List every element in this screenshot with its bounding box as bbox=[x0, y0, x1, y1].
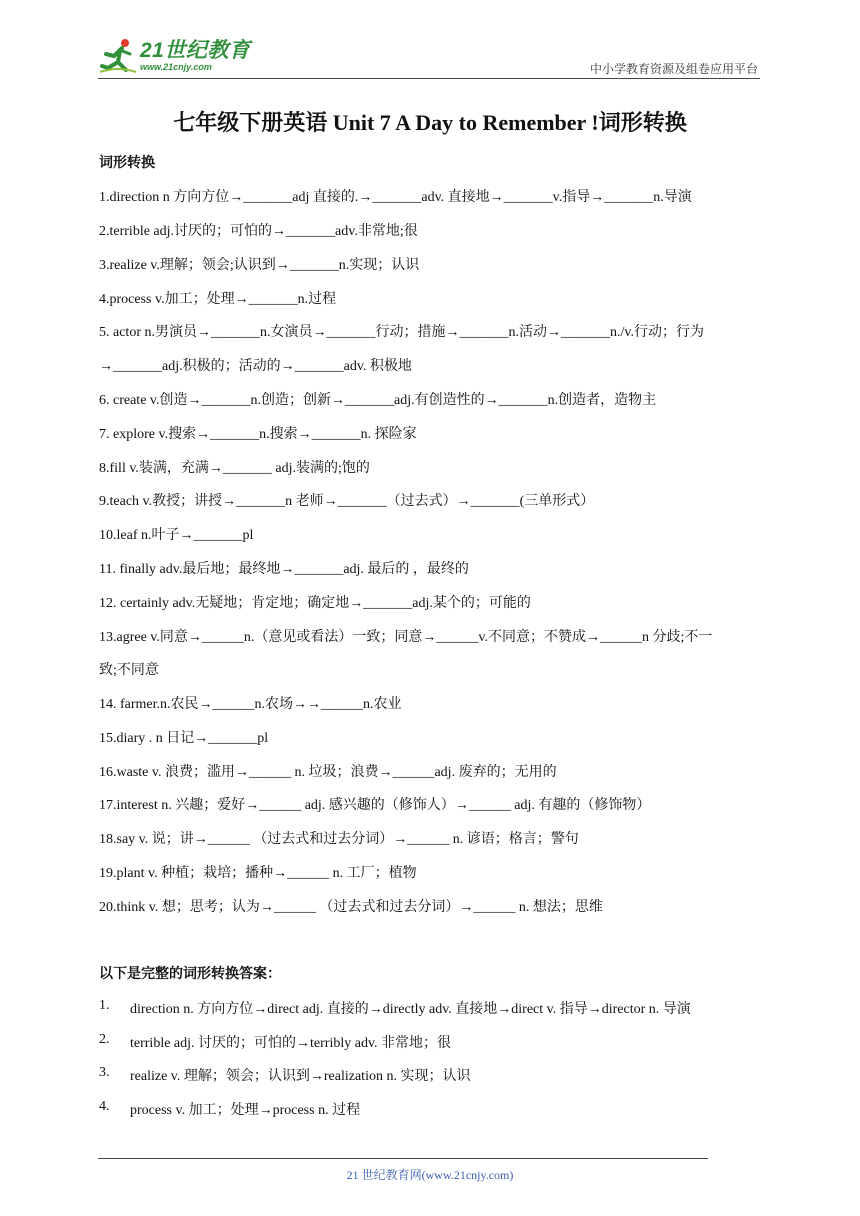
page-header bbox=[98, 30, 758, 78]
answer-text: terrible adj. 讨厌的；可怕的→terribly adv. 非常地；很 bbox=[130, 1036, 452, 1051]
answer-number: 3. bbox=[99, 1065, 110, 1080]
question-line: 9.teach v.教授；讲授→_______n 老师→_______（过去式）→_______(三单形式） bbox=[99, 494, 595, 509]
logo bbox=[98, 36, 250, 76]
answer-number: 2. bbox=[99, 1032, 110, 1047]
section-title: 词形转换 bbox=[99, 156, 155, 171]
footer-divider bbox=[98, 1158, 708, 1159]
answer-text: direction n. 方向方位→direct adj. 直接的→directly adv. 直接地→direct v. 指导→director n. 导演 bbox=[130, 1002, 691, 1017]
answer-text: realize v. 理解；领会；认识到→realization n. 实现；认识 bbox=[130, 1069, 471, 1084]
question-line: 11. finally adv.最后地；最终地→_______adj. 最后的 ，最终的 bbox=[99, 562, 469, 577]
question-line: 16.waste v. 浪费；滥用→______ n. 垃圾；浪费→______adj. 废弃的；无用的 bbox=[99, 765, 557, 780]
answer-number: 1. bbox=[99, 998, 110, 1013]
answer-text: process v. 加工；处理→process n. 过程 bbox=[130, 1103, 361, 1118]
question-line: 15.diary . n 日记→_______pl bbox=[99, 731, 269, 746]
question-line: 8.fill v.装满，充满→_______ adj.装满的;饱的 bbox=[99, 461, 370, 476]
question-line: 3.realize v.理解；领会;认识到→_______n.实现；认识 bbox=[99, 258, 420, 273]
logo-url-text: www.21cnjy.com bbox=[140, 62, 212, 72]
question-line: 14. farmer.n.农民→______n.农场→→______n.农业 bbox=[99, 697, 402, 712]
question-line: 18.say v. 说；讲→______ （过去式和过去分词）→______ n. 谚语；格言；警句 bbox=[99, 832, 579, 847]
question-line: 2.terrible adj.讨厌的；可怕的→_______adv.非常地;很 bbox=[99, 224, 418, 239]
platform-label: 中小学教育资源及组卷应用平台 bbox=[589, 62, 758, 76]
question-line: →_______adj.积极的；活动的→_______adv. 积极地 bbox=[99, 359, 412, 374]
question-line: 19.plant v. 种植；栽培；播种→______ n. 工厂；植物 bbox=[99, 866, 417, 881]
header-divider bbox=[98, 78, 760, 79]
question-line: 10.leaf n.叶子→_______pl bbox=[99, 528, 254, 543]
question-line: 7. explore v.搜索→_______n.搜索→_______n. 探险家 bbox=[99, 427, 417, 442]
page-title: 七年级下册英语 Unit 7 A Day to Remember !词形转换 bbox=[173, 110, 687, 135]
footer-link[interactable]: 21 世纪教育网(www.21cnjy.com) bbox=[346, 1168, 514, 1182]
logo-main-text: 21世纪教育 bbox=[140, 39, 251, 62]
question-line: 致;不同意 bbox=[99, 663, 159, 678]
answers-title: 以下是完整的词形转换答案： bbox=[99, 967, 281, 982]
question-line: 6. create v.创造→_______n.创造；创新→_______adj.有创造性的→_______n.创造者，造物主 bbox=[99, 393, 657, 408]
question-line: 17.interest n. 兴趣；爱好→______ adj. 感兴趣的（修饰人）→______ adj. 有趣的（修饰物） bbox=[99, 798, 651, 813]
question-line: 13.agree v.同意→______n.（意见或看法）一致；同意→______v.不同意；不赞成→______n 分歧;不一 bbox=[99, 630, 713, 645]
question-line: 12. certainly adv.无疑地；肯定地；确定地→_______adj.某个的；可能的 bbox=[99, 596, 531, 611]
running-figure-icon bbox=[98, 36, 138, 76]
question-line: 20.think v. 想；思考；认为→______ （过去式和过去分词）→______ n. 想法；思维 bbox=[99, 900, 603, 915]
answer-number: 4. bbox=[99, 1099, 110, 1114]
question-line: 5. actor n.男演员→_______n.女演员→_______行动；措施→_______n.活动→_______n./v.行动；行为 bbox=[99, 325, 704, 340]
question-line: 4.process v.加工；处理→_______n.过程 bbox=[99, 292, 337, 307]
question-line: 1.direction n 方向方位→_______adj 直接的.→_______adv. 直接地→_______v.指导→_______n.导演 bbox=[99, 190, 692, 205]
